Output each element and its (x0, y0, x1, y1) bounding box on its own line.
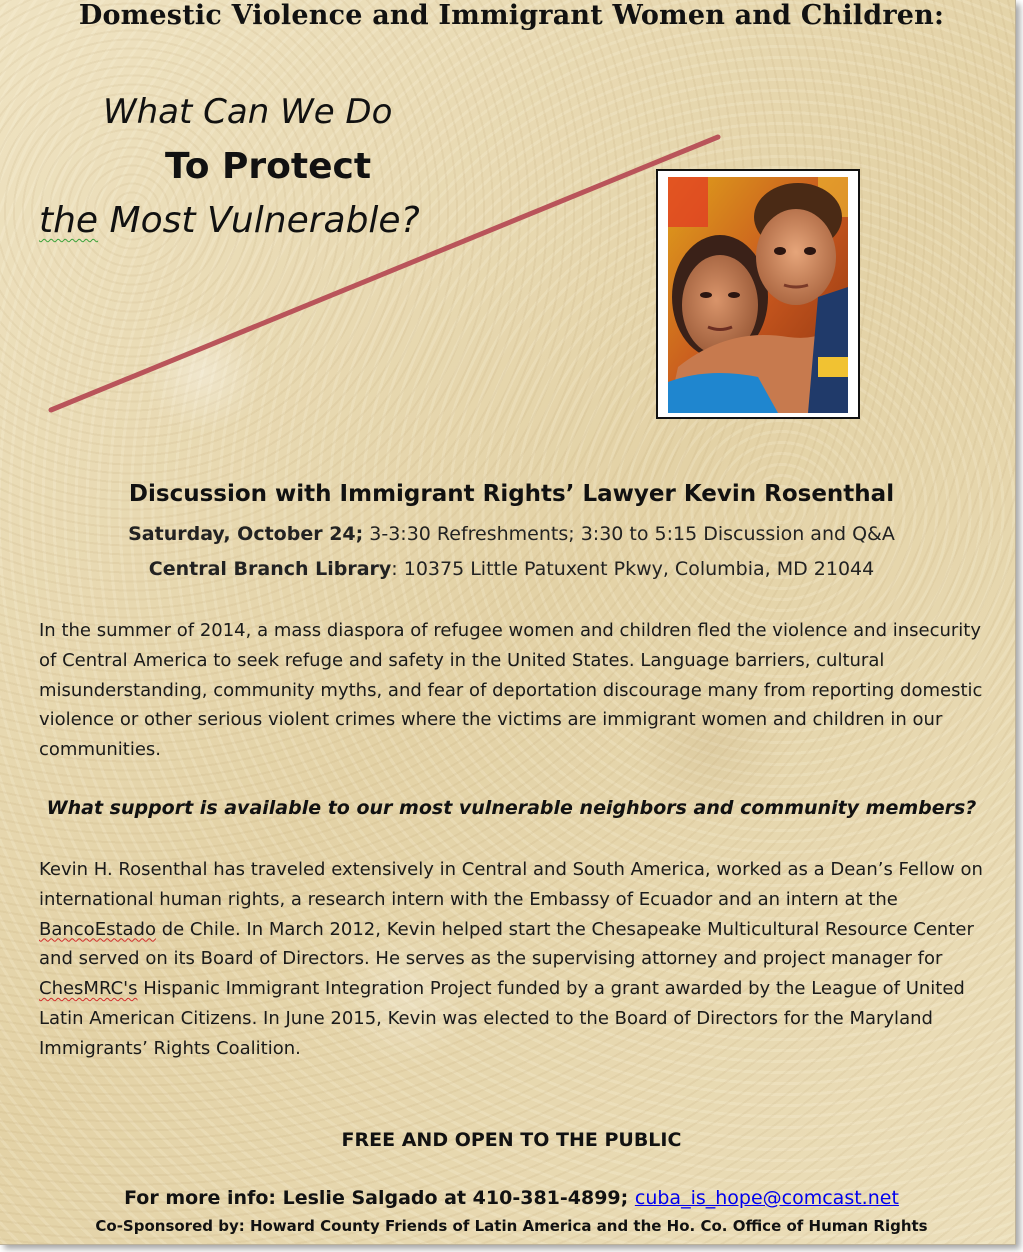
event-date-label: Saturday, October 24; (128, 523, 364, 545)
contact-line (0, 1187, 1023, 1209)
spellcheck-word: BancoEstado (39, 918, 156, 940)
spellcheck-word: the (39, 200, 99, 241)
bio-paragraph (39, 855, 989, 1064)
event-venue-details: : 10375 Little Patuxent Pkwy, Columbia, MD 21044 (391, 558, 875, 580)
event-date-details: 3-3:30 Refreshments; 3:30 to 5:15 Discussion and Q&A (363, 523, 895, 545)
tagline-line-2: To Protect (165, 146, 372, 187)
mother-child-photo (668, 177, 848, 413)
cosponsors-line: Co-Sponsored by: Howard County Friends of Latin America and the Ho. Co. Office of Human Rights (95, 1217, 928, 1235)
bio-part-2: de Chile. In March 2012, Kevin helped start the Chesapeake Multicultural Resource Center and served on its Board of Directors. He serves as the supervising attorney and project manager for (39, 918, 974, 970)
intro-paragraph: In the summer of 2014, a mass diaspora of refugee women and children fled the violence and insecurity of Central America to seek refuge and safety in the United States. Language barriers, cultural misunderstanding, community myths, and fear of deportation discourage many from reporting domestic violence or other serious violent crimes where the victims are immigrant women and children in our communities. (39, 620, 983, 761)
flyer-title: Domestic Violence and Immigrant Women and Children: (78, 0, 945, 31)
support-question: What support is available to our most vulnerable neighbors and community members? (46, 797, 977, 819)
tagline-line-3-rest: Most Vulnerable? (98, 200, 420, 241)
free-notice: FREE AND OPEN TO THE PUBLIC (341, 1129, 682, 1151)
contact-label: For more info: Leslie Salgado at 410-381-4899; (124, 1187, 635, 1209)
email-link[interactable]: cuba_is_hope@comcast.net (634, 1187, 899, 1209)
event-date-line (0, 523, 1023, 545)
bio-part-3: Hispanic Immigrant Integration Project funded by a grant awarded by the League of United Latin American Citizens. In June 2015, Kevin was elected to the Board of Directors for the Maryland Immigrants’ Rights Coalition. (39, 978, 965, 1059)
tagline-line-1: What Can We Do (103, 92, 393, 132)
event-venue-line (0, 558, 1023, 580)
tagline-line-3 (39, 200, 420, 241)
spellcheck-word: ChesMRC's (39, 978, 138, 1000)
event-venue-label: Central Branch Library (148, 558, 392, 580)
event-heading: Discussion with Immigrant Rights’ Lawyer Kevin Rosenthal (128, 481, 895, 507)
bio-part-1: Kevin H. Rosenthal has traveled extensively in Central and South America, worked as a Dean’s Fellow on international human rights, a research intern with the Embassy of Ecuador and an intern at the (39, 859, 983, 910)
photo-frame (656, 169, 860, 419)
